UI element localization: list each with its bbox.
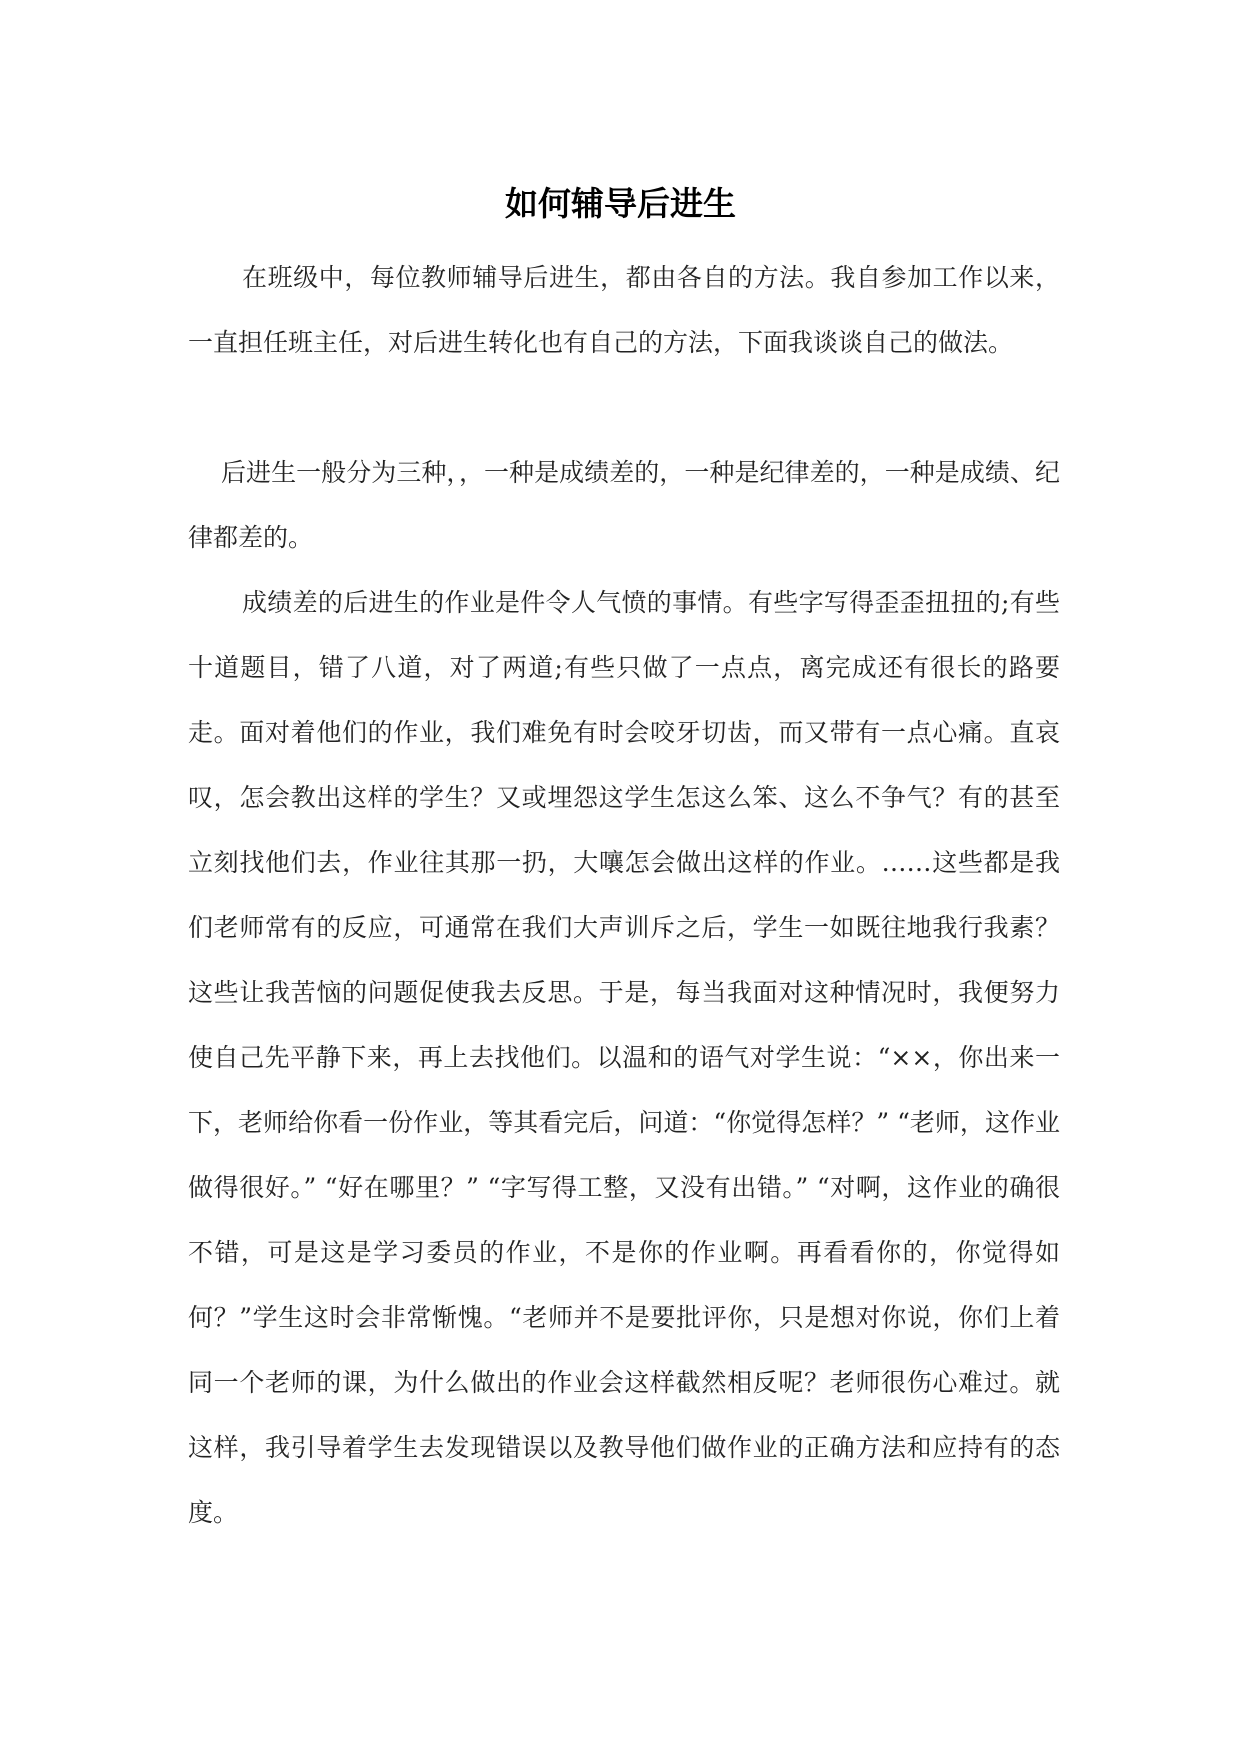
paragraph-types: 后进生一般分为三种，，一种是成绩差的，一种是纪律差的，一种是成绩、纪律都差的。	[188, 458, 1060, 552]
paragraph-method: 成绩差的后进生的作业是件令人气愤的事情。有些字写得歪歪扭扭的;有些十道题目，错了八道，对了两道;有些只做了一点点，离完成还有很长的路要走。面对着他们的作业，我们难免有时会咬牙切齿，而又带有一点心痛。直哀叹，怎会教出这样的学生？又或埋怨这学生怎这么笨、这么不争气？有的甚至立刻找他们去，作业往其那一扔，大嚷怎会做出这样的作业。……这些都是我们老师常有的反应，可通常在我们大声训斥之后，学生一如既往地我行我素？这些让我苦恼的问题促使我去反思。于是，每当我面对这种情况时，我便努力使自己先平静下来，再上去找他们。以温和的语气对学生说：“××，你出来一下，老师给你看一份作业，等其看完后，问道：“你觉得怎样？” “老师，这作业做得很好。” “好在哪里？” “字写得工整，又没有出错。” “对啊，这作业的确很不错，可是这是学习委员的作业，不是你的作业啊。再看看你的，你觉得如何？”学生这时会非常惭愧。“老师并不是要批评你，只是想对你说，你们上着同一个老师的课，为什么做出的作业会这样截然相反呢？老师很伤心难过。就这样，我引导着学生去发现错误以及教导他们做作业的正确方法和应持有的态度。	[188, 588, 1060, 1527]
paragraph-intro: 在班级中，每位教师辅导后进生，都由各自的方法。我自参加工作以来，一直担任班主任，对后进生转化也有自己的方法，下面我谈谈自己的做法。	[188, 263, 1060, 357]
document-title: 如何辅导后进生	[505, 184, 736, 223]
